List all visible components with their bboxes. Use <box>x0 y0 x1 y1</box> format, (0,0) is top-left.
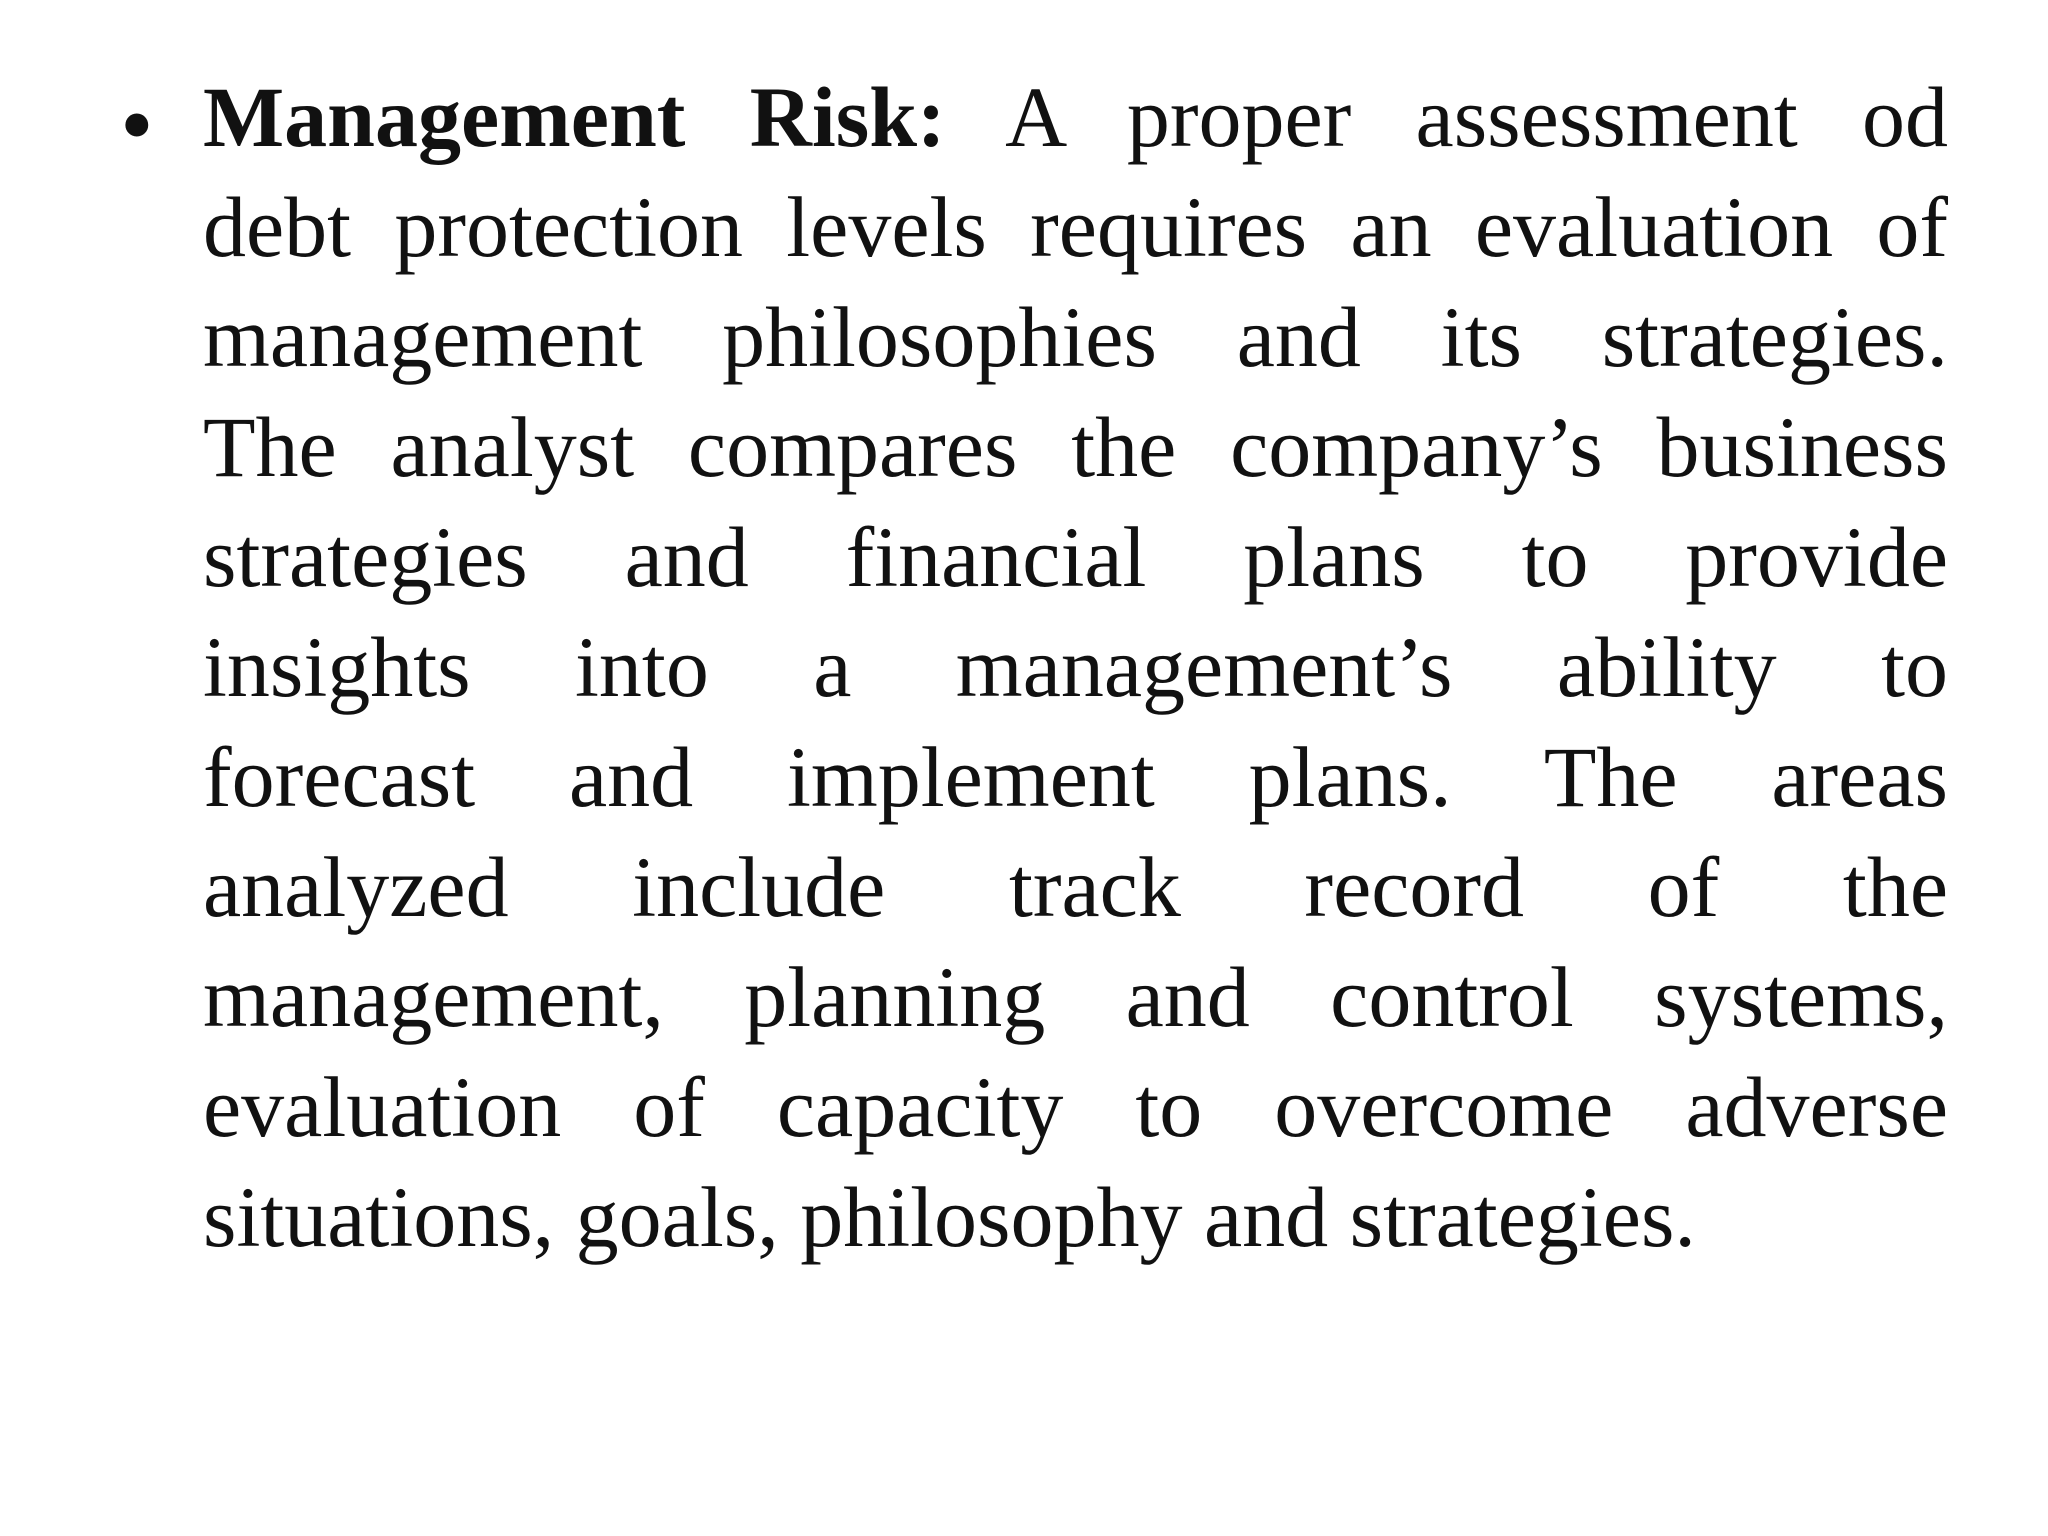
paragraph-line-text: A proper assessment od <box>945 69 1948 165</box>
paragraph-line: management, planning and control systems, <box>203 949 1948 1045</box>
paragraph-line: forecast and implement plans. The areas <box>203 729 1948 825</box>
paragraph-line: strategies and financial plans to provide <box>203 509 1948 605</box>
paragraph-line: management philosophies and its strategies. <box>203 289 1948 385</box>
paragraph-line: The analyst compares the company’s business <box>203 399 1948 495</box>
paragraph-line <box>203 62 1948 172</box>
bullet-paragraph <box>203 62 1948 1272</box>
paragraph-line: debt protection levels requires an evaluation of <box>203 179 1948 275</box>
paragraph-line: evaluation of capacity to overcome adverse <box>203 1059 1948 1155</box>
paragraph-line: insights into a management’s ability to <box>203 619 1948 715</box>
bullet-marker: • <box>120 71 154 178</box>
bullet-heading: Management Risk: <box>203 69 946 165</box>
paragraph-line: analyzed include track record of the <box>203 839 1948 935</box>
paragraph-line: situations, goals, philosophy and strategies. <box>203 1169 1696 1265</box>
